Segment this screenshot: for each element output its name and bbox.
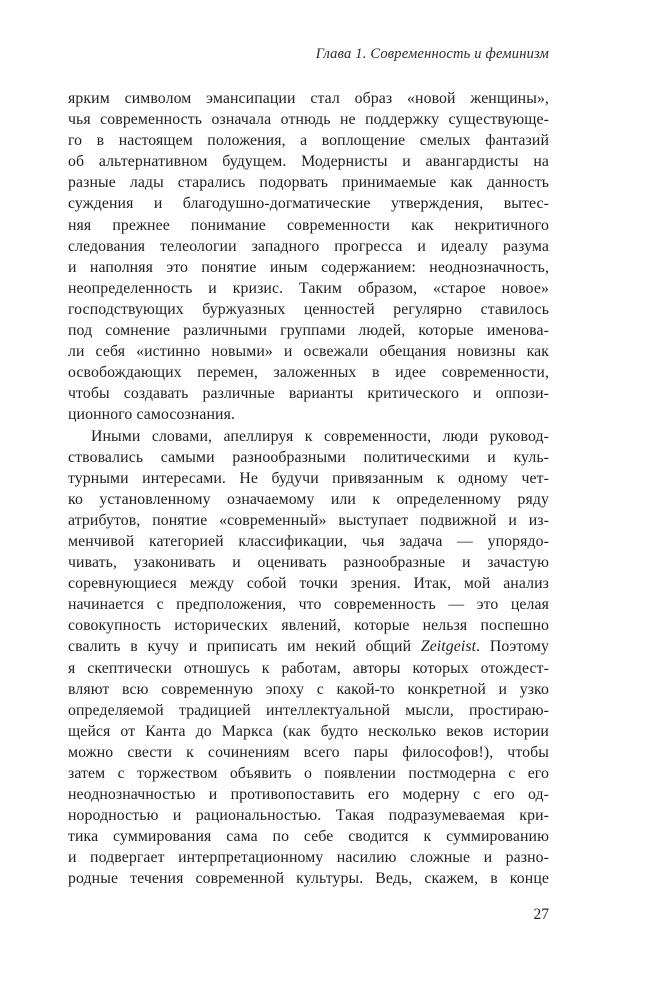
text-line (68, 236, 549, 257)
emphasized-text: Zeitgeist (420, 638, 477, 656)
text-line (68, 658, 549, 679)
text-segment: менчивой категорией классификации, чья задача — упорядо- (68, 532, 549, 550)
text-line (68, 193, 549, 214)
text-line (68, 700, 549, 721)
text-line (68, 362, 549, 383)
text-segment: родные течения современной культуры. Ведь, скажем, в конце (68, 870, 549, 888)
text-line (68, 404, 549, 425)
text-line (68, 510, 549, 531)
text-segment: ли себя «истинно новыми» и освежали обещания новизны как (68, 343, 549, 361)
text-line (68, 383, 549, 404)
text-line (68, 784, 549, 805)
text-line (68, 552, 549, 573)
text-segment: вляют всю современную эпоху с какой-то конкретной и узко (68, 680, 549, 698)
text-segment: няя прежнее понимание современности как некритичного (68, 216, 549, 234)
text-segment: турными интересами. Не будучи привязанным к одному чет- (68, 469, 549, 487)
text-segment: ярким символом эмансипации стал образ «новой женщины», (68, 90, 549, 107)
text-line (68, 320, 549, 341)
text-line (68, 215, 549, 236)
text-segment: Иными словами, апеллируя к современности, люди руковод- (91, 427, 549, 445)
text-line (68, 763, 549, 784)
text-line (68, 868, 549, 889)
text-segment: суждения и благодушно-догматические утверждения, вытес- (68, 195, 549, 213)
text-line (68, 299, 549, 320)
text-segment: под сомнение различными группами людей, которые именова- (68, 322, 549, 340)
text-segment: го в настоящем положения, а воплощение смелых фантазий (68, 132, 549, 150)
text-segment: нородностью и рациональностью. Такая подразумеваемая кри- (68, 807, 549, 825)
text-segment: и подвергает интерпретационному насилию сложные и разно- (68, 849, 549, 867)
text-segment: затем с торжеством объявить о появлении постмодерна с его (68, 765, 549, 782)
text-line (68, 805, 549, 826)
text-segment: разные лады старались подорвать принимаемые как данность (68, 174, 549, 192)
text-line (68, 489, 549, 510)
text-segment: свалить в кучу и приписать им некий общий (68, 638, 421, 656)
text-line (68, 847, 549, 868)
paragraph (68, 88, 549, 426)
text-segment: щейся от Канта до Маркса (как будто несколько веков истории (68, 722, 549, 740)
text-segment: неоднозначностью и противопоставить его модерну с его од- (68, 786, 549, 804)
text-segment: чивать, узаконивать и оценивать разнообразные и зачастую (68, 554, 549, 572)
text-segment: чтобы создавать различные варианты критического и оппози- (68, 385, 549, 403)
text-line (68, 615, 549, 636)
text-segment: ствовались самыми разнообразными политическими и куль- (68, 448, 549, 466)
text-line (68, 257, 549, 278)
text-segment: и наполняя это понятие иным содержанием: неоднозначность, (68, 258, 549, 276)
text-line (68, 636, 549, 657)
text-segment: неопределенность и кризис. Таким образом, «старое новое» (68, 279, 549, 297)
text-segment: господствующих буржуазных ценностей регулярно ставилось (68, 300, 549, 318)
text-line (68, 151, 549, 172)
running-head: Глава 1. Современность и феминизм (315, 46, 549, 62)
text-segment: следования телеологии западного прогресса и идеалу разума (68, 237, 549, 255)
body-text (68, 88, 549, 890)
text-line (68, 447, 549, 468)
text-line (68, 721, 549, 742)
text-line (68, 88, 549, 109)
text-line (68, 594, 549, 615)
text-line (68, 679, 549, 700)
text-segment: ко установленному означаемому или к определенному ряду (68, 490, 549, 508)
text-segment: тика суммирования сама по себе сводится к суммированию (68, 828, 549, 846)
text-segment: определяемой традицией интеллектуальной мысли, простираю- (68, 701, 549, 719)
text-line (68, 109, 549, 130)
text-segment: . Поэтому (476, 638, 550, 656)
text-segment: соревнующиеся между собой точки зрения. Итак, мой анализ (68, 575, 549, 593)
text-line (68, 172, 549, 193)
text-line (68, 278, 549, 299)
text-segment: атрибутов, понятие «современный» выступает подвижной и из- (68, 511, 549, 529)
paragraph (68, 426, 549, 890)
text-line (68, 573, 549, 594)
text-segment: освобождающих перемен, заложенных в идее современности, (68, 364, 549, 382)
text-segment: об альтернативном будущем. Модернисты и авангардисты на (68, 153, 549, 171)
text-segment: начинается с предположения, что современность — это целая (68, 596, 549, 614)
text-segment: можно свести к сочинениям всего пары философов!), чтобы (68, 743, 549, 761)
text-segment: совокупность исторических явлений, которые нельзя поспешно (68, 617, 549, 635)
text-segment: я скептически отношусь к работам, авторы которых отождест- (68, 659, 549, 677)
text-line (68, 826, 549, 847)
text-line (68, 341, 549, 362)
text-line (68, 531, 549, 552)
page-number: 27 (533, 906, 549, 923)
text-line (68, 742, 549, 763)
text-line (68, 468, 549, 489)
text-segment: ционного самосознания. (68, 406, 235, 424)
text-line (68, 130, 549, 151)
text-line (68, 426, 549, 447)
text-segment: чья современность означала отнюдь не поддержку существующе- (68, 111, 549, 129)
